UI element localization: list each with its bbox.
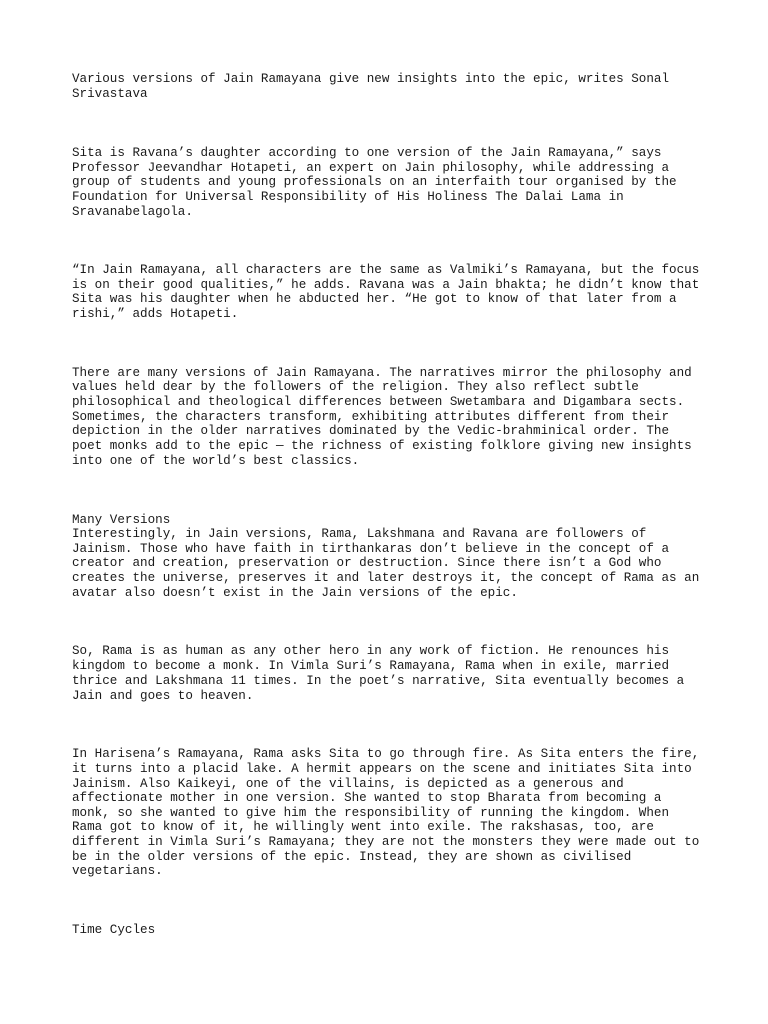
paragraph-4-line-1: Interestingly, in Jain versions, Rama, Lakshmana and Ravana are followers of — [72, 527, 647, 541]
paragraph-6-line-9: vegetarians. — [72, 864, 163, 878]
paragraph-4-line-5: avatar also doesn’t exist in the Jain versions of the epic. — [72, 586, 518, 600]
paragraph-1-line-1: Sita is Ravana’s daughter according to one version of the Jain Ramayana,” says — [72, 146, 662, 160]
paragraph-6-line-1: In Harisena’s Ramayana, Rama asks Sita to go through fire. As Sita enters the fire, — [72, 747, 700, 761]
paragraph-6-line-3: Jainism. Also Kaikeyi, one of the villains, is depicted as a generous and — [72, 777, 624, 791]
paragraph-4-line-3: creator and creation, preservation or destruction. Since there isn’t a God who — [72, 556, 662, 570]
paragraph-6-line-6: Rama got to know of it, he willingly went into exile. The rakshasas, too, are — [72, 820, 654, 834]
paragraph-1-line-5: Sravanabelagola. — [72, 205, 193, 219]
paragraph-6-line-7: different in Vimla Suri’s Ramayana; they are not the monsters they were made out to — [72, 835, 700, 849]
section-heading-many-versions: Many Versions — [72, 513, 171, 527]
paragraph-2-line-3: Sita was his daughter when he abducted her. “He got to know of that later from a — [72, 292, 677, 306]
paragraph-3-line-3: philosophical and theological differences between Swetambara and Digambara sects. — [72, 395, 685, 409]
paragraph-4-line-2: Jainism. Those who have faith in tirthankaras don’t believe in the concept of a — [72, 542, 670, 556]
paragraph-1-line-2: Professor Jeevandhar Hotapeti, an expert on Jain philosophy, while addressing a — [72, 161, 670, 175]
paragraph-5-line-2: kingdom to become a monk. In Vimla Suri’s Ramayana, Rama when in exile, married — [72, 659, 670, 673]
paragraph-6-line-5: monk, so she wanted to give him the responsibility of running the kingdom. When — [72, 806, 670, 820]
paragraph-5-line-1: So, Rama is as human as any other hero in any work of fiction. He renounces his — [72, 644, 670, 658]
paragraph-2-line-1: “In Jain Ramayana, all characters are the same as Valmiki’s Ramayana, but the focus — [72, 263, 700, 277]
paragraph-1-line-3: group of students and young professionals on an interfaith tour organised by the — [72, 175, 677, 189]
paragraph-3-line-2: values held dear by the followers of the religion. They also reflect subtle — [72, 380, 639, 394]
paragraph-2-line-2: is on their good qualities,” he adds. Ravana was a Jain bhakta; he didn’t know that — [72, 278, 700, 292]
paragraph-4-line-4: creates the universe, preserves it and later destroys it, the concept of Rama as an — [72, 571, 700, 585]
paragraph-5-line-4: Jain and goes to heaven. — [72, 689, 254, 703]
paragraph-1-line-4: Foundation for Universal Responsibility of His Holiness The Dalai Lama in — [72, 190, 624, 204]
paragraph-6-line-8: be in the older versions of the epic. Instead, they are shown as civilised — [72, 850, 632, 864]
paragraph-2-line-4: rishi,” adds Hotapeti. — [72, 307, 239, 321]
byline-line-2: Srivastava — [72, 87, 148, 101]
paragraph-3-line-7: into one of the world’s best classics. — [72, 454, 360, 468]
paragraph-5-line-3: thrice and Lakshmana 11 times. In the poet’s narrative, Sita eventually becomes a — [72, 674, 685, 688]
paragraph-3-line-1: There are many versions of Jain Ramayana. The narratives mirror the philosophy and — [72, 366, 692, 380]
byline-line-1: Various versions of Jain Ramayana give new insights into the epic, writes Sonal — [72, 72, 670, 86]
paragraph-3-line-6: poet monks add to the epic — the richness of existing folklore giving new insights — [72, 439, 692, 453]
paragraph-3-line-4: Sometimes, the characters transform, exhibiting attributes different from their — [72, 410, 670, 424]
paragraph-6-line-2: it turns into a placid lake. A hermit appears on the scene and initiates Sita into — [72, 762, 692, 776]
section-heading-time-cycles: Time Cycles — [72, 923, 156, 937]
paragraph-3-line-5: depiction in the older narratives dominated by the Vedic-brahminical order. The — [72, 424, 670, 438]
paragraph-6-line-4: affectionate mother in one version. She wanted to stop Bharata from becoming a — [72, 791, 662, 805]
